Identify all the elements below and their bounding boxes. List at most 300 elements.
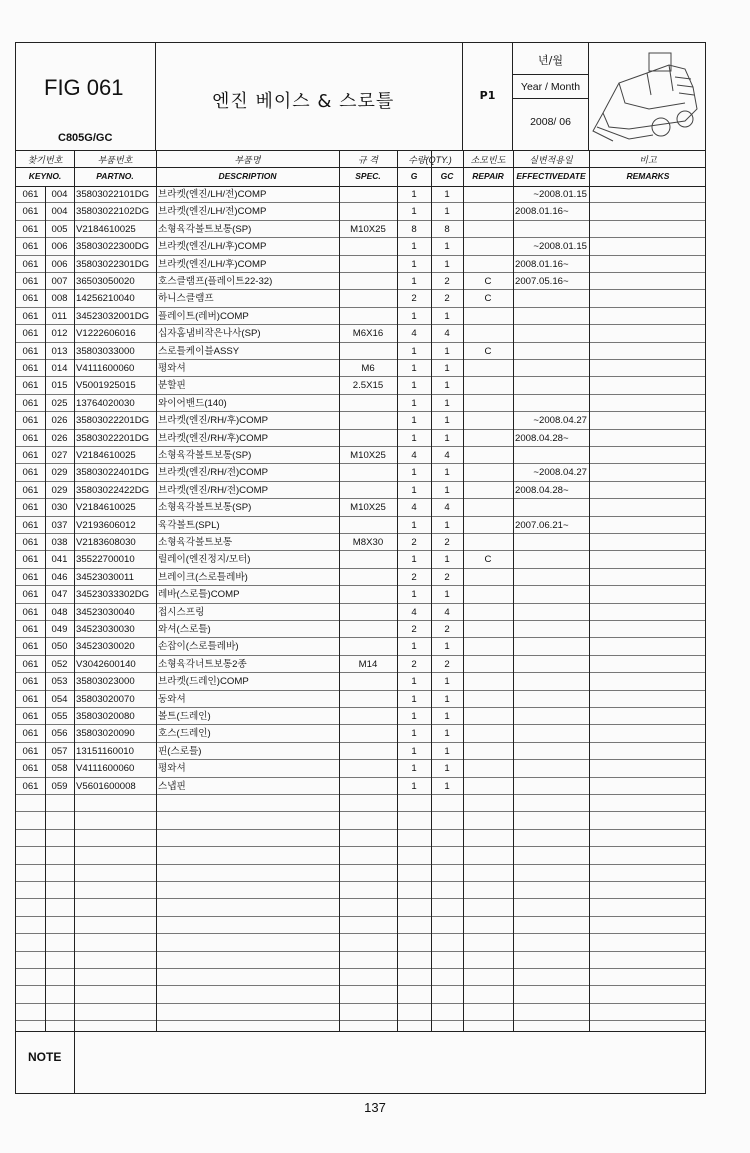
cell-part-no: 35803020080 [76, 711, 135, 722]
column-header-ko-0: 찾기번호 [27, 155, 63, 165]
cell-description: 접시스프링 [158, 606, 205, 618]
cell-key-no: 058 [51, 763, 68, 775]
cell-repair [463, 412, 513, 428]
cell-repair [463, 673, 513, 689]
cell-qty-gc: 2 [444, 624, 450, 635]
cell-qty-g: 1 [411, 310, 417, 322]
cell-part-no: V3042600140 [76, 658, 136, 670]
cell-effective-date: 2008.04.28~ [515, 484, 569, 496]
cell-effective-date [515, 725, 589, 741]
column-header [16, 150, 705, 187]
cell-qty-g: 1 [411, 432, 417, 444]
cell-part-no: 13151160010 [76, 745, 134, 757]
column-header-en-7: EFFECTIVEDATE [516, 171, 586, 181]
cell-repair [463, 534, 513, 550]
cell-key-fig: 061 [22, 780, 39, 792]
cell-key-fig: 061 [22, 206, 39, 218]
cell-part-no: V5001925015 [76, 380, 136, 392]
figure-cell [16, 43, 156, 150]
cell-key-fig: 061 [22, 328, 39, 340]
year-month-cell [513, 43, 589, 150]
cell-key-no: 052 [51, 658, 68, 670]
cell-description: 브라켓(엔진/LH/후)COMP [158, 258, 267, 270]
table-row [16, 865, 705, 882]
table-row [16, 203, 705, 220]
cell-spec [339, 708, 397, 724]
table-row [16, 604, 705, 621]
year-month-label-en: Year / Month [520, 81, 581, 93]
cell-description: 릴레이(엔진정지/모터) [158, 554, 251, 566]
cell-qty-g: 1 [411, 641, 417, 653]
column-header-ko-6: 소모빈도 [470, 155, 506, 165]
table-row [16, 499, 705, 516]
cell-effective-date [515, 551, 589, 567]
cell-description: 십자홈냄비작은나사(SP) [158, 328, 261, 340]
cell-qty-gc: 1 [444, 189, 450, 200]
note-label: NOTE [28, 1050, 62, 1064]
cell-spec: M8X30 [352, 537, 384, 548]
table-row [16, 308, 705, 325]
cell-effective-date [515, 534, 589, 550]
cell-qty-gc: 1 [444, 676, 450, 688]
parts-sheet [15, 42, 706, 1094]
cell-qty-gc: 1 [444, 711, 450, 722]
cell-key-fig: 061 [22, 258, 39, 270]
cell-repair [463, 499, 513, 515]
cell-spec [339, 725, 397, 741]
cell-qty-g: 1 [411, 345, 417, 357]
cell-key-no: 026 [51, 432, 68, 444]
cell-key-no: 008 [51, 293, 68, 305]
cell-repair [463, 308, 513, 324]
cell-key-fig: 061 [22, 276, 39, 287]
cell-repair [463, 186, 513, 202]
cell-qty-gc: 2 [444, 658, 450, 670]
cell-key-fig: 061 [22, 658, 39, 670]
cell-qty-g: 1 [411, 467, 417, 479]
cell-key-no: 014 [51, 363, 68, 374]
cell-effective-date [515, 656, 589, 672]
cell-part-no: 36503050020 [76, 276, 135, 287]
cell-spec [339, 551, 397, 567]
cell-qty-g: 1 [411, 415, 417, 427]
cell-key-fig: 061 [22, 189, 39, 200]
cell-key-no: 055 [51, 711, 68, 722]
column-header-en-5: GC [440, 171, 454, 181]
cell-spec: M10X25 [350, 223, 386, 235]
cell-qty-gc: 1 [444, 397, 450, 409]
cell-effective-date: 2007.06.21~ [515, 519, 569, 531]
column-header-en-2: DESCRIPTION [218, 171, 277, 181]
sheet-header [16, 43, 705, 151]
cell-qty-gc: 1 [444, 363, 450, 374]
cell-part-no: 35803022102DG [76, 206, 150, 218]
column-header-en-0: KEYNO. [28, 171, 62, 181]
cell-key-fig: 061 [22, 676, 39, 688]
cell-key-no: 004 [51, 206, 68, 218]
cell-key-no: 049 [51, 624, 68, 635]
cell-key-no: 026 [51, 415, 68, 427]
cell-description: 동와셔 [158, 693, 186, 705]
cell-repair [463, 517, 513, 533]
table-row [16, 743, 705, 760]
cell-spec: M6X16 [352, 328, 384, 340]
cell-description: 소형육각볼트보통 [158, 537, 233, 548]
cell-description: 브라켓(엔진/LH/후)COMP [158, 241, 267, 253]
cell-repair [463, 360, 513, 376]
cell-effective-date [515, 604, 589, 620]
cell-description: 소형육각너트보통2종 [158, 658, 247, 670]
table-row [16, 778, 705, 795]
cell-key-no: 056 [51, 728, 68, 740]
cell-qty-g: 1 [411, 554, 417, 566]
cell-key-fig: 061 [22, 345, 39, 357]
table-row [16, 621, 705, 638]
cell-spec [339, 604, 397, 620]
table-row [16, 882, 705, 899]
cell-repair [463, 586, 513, 602]
cell-qty-g: 1 [411, 676, 417, 688]
cell-qty-gc: 2 [444, 276, 450, 287]
cell-repair [463, 621, 513, 637]
cell-spec [339, 290, 397, 306]
cell-qty-gc: 1 [444, 484, 450, 496]
table-row [16, 517, 705, 534]
table-row [16, 917, 705, 934]
cell-spec: M10X25 [350, 502, 386, 514]
page-number: 137 [364, 1100, 386, 1115]
cell-qty-g: 1 [411, 189, 417, 200]
cell-spec [339, 586, 397, 602]
column-header-ko-7: 실변적용일 [529, 155, 573, 165]
cell-description: 와이어밴드(140) [158, 397, 227, 409]
machine-illustration [589, 43, 707, 150]
cell-qty-g: 1 [411, 728, 417, 740]
cell-part-no: 34523032001DG [76, 310, 150, 322]
table-row [16, 638, 705, 655]
cell-qty-gc: 1 [444, 432, 450, 444]
cell-key-no: 041 [51, 554, 68, 566]
page-title: 엔진 베이스 & 스로틀 [212, 91, 395, 112]
cell-qty-g: 8 [411, 223, 417, 235]
cell-qty-g: 1 [411, 519, 417, 531]
cell-qty-gc: 1 [444, 345, 450, 357]
cell-part-no: 35803022422DG [76, 484, 150, 496]
cell-spec [339, 308, 397, 324]
cell-qty-gc: 1 [444, 380, 450, 392]
cell-qty-g: 1 [411, 780, 417, 792]
table-row [16, 969, 705, 986]
column-header-ko-4: 수량(QTY.) [408, 155, 452, 165]
cell-repair [463, 447, 513, 463]
cell-qty-g: 1 [411, 380, 417, 392]
cell-key-no: 025 [51, 397, 68, 409]
cell-key-fig: 061 [22, 589, 39, 601]
cell-key-fig: 061 [22, 502, 39, 514]
table-row [16, 952, 705, 969]
cell-qty-g: 1 [411, 484, 417, 496]
cell-qty-g: 1 [411, 363, 417, 374]
cell-description: 소형육각볼트보통(SP) [158, 502, 252, 514]
cell-key-no: 038 [51, 537, 68, 548]
cell-key-fig: 061 [22, 711, 39, 722]
cell-spec [339, 430, 397, 446]
cell-key-fig: 061 [22, 624, 39, 635]
cell-key-no: 057 [51, 745, 68, 757]
cell-description: 분할핀 [158, 380, 186, 392]
table-row [16, 377, 705, 394]
cell-key-no: 027 [51, 450, 68, 461]
cell-effective-date [515, 638, 589, 654]
cell-effective-date [515, 395, 589, 411]
cell-key-fig: 061 [22, 241, 39, 253]
cell-part-no: 34523030011 [76, 571, 134, 583]
cell-spec: M10X25 [350, 450, 386, 461]
table-row [16, 586, 705, 603]
cell-key-fig: 061 [22, 363, 39, 374]
cell-part-no: 35803020070 [76, 693, 135, 705]
cell-part-no: V1222606016 [76, 328, 136, 340]
cell-qty-g: 4 [411, 502, 417, 514]
cell-effective-date: ~2008.01.15 [533, 241, 587, 253]
cell-qty-gc: 1 [444, 519, 450, 531]
cell-qty-gc: 1 [444, 728, 450, 740]
cell-repair: C [484, 293, 492, 305]
cell-key-fig: 061 [22, 310, 39, 322]
cell-repair [463, 325, 513, 341]
cell-qty-gc: 2 [444, 571, 450, 583]
cell-description: 브라켓(엔진/LH/전)COMP [158, 189, 267, 200]
cell-key-fig: 061 [22, 223, 39, 235]
table-row [16, 725, 705, 742]
cell-repair [463, 708, 513, 724]
cell-repair [463, 638, 513, 654]
cell-qty-g: 1 [411, 763, 417, 775]
cell-repair [463, 238, 513, 254]
cell-qty-gc: 1 [444, 415, 450, 427]
cell-part-no: 35803033000 [76, 345, 135, 357]
cell-repair: C [484, 276, 492, 287]
cell-description: 평와셔 [158, 763, 186, 775]
cell-qty-g: 2 [411, 624, 417, 635]
cell-spec [339, 760, 397, 776]
cell-effective-date [515, 743, 589, 759]
cell-repair [463, 377, 513, 393]
table-row [16, 482, 705, 499]
column-header-en-6: REPAIR [472, 171, 504, 181]
column-header-en-8: REMARKS [626, 171, 670, 181]
cell-key-no: 030 [51, 502, 68, 514]
table-row [16, 430, 705, 447]
table-row [16, 186, 705, 203]
cell-spec [339, 673, 397, 689]
cell-qty-g: 4 [411, 328, 417, 340]
table-row [16, 238, 705, 255]
cell-qty-gc: 4 [444, 502, 450, 514]
cell-qty-gc: 1 [444, 589, 450, 601]
cell-spec: M14 [358, 658, 378, 670]
table-row [16, 221, 705, 238]
table-row [16, 412, 705, 429]
cell-qty-gc: 1 [444, 745, 450, 757]
cell-repair: C [484, 554, 492, 566]
cell-key-no: 012 [51, 328, 68, 340]
cell-spec [339, 343, 397, 359]
cell-spec [339, 464, 397, 480]
cell-description: 스로틀케이블ASSY [158, 345, 240, 357]
cell-qty-gc: 4 [444, 450, 450, 461]
cell-description: 플레이트(레버)COMP [158, 310, 249, 322]
cell-description: 레바(스로틀)COMP [158, 589, 240, 601]
cell-spec [339, 743, 397, 759]
cell-part-no: 35803022201DG [76, 432, 150, 444]
cell-repair [463, 778, 513, 794]
cell-description: 브라켓(엔진/RH/전)COMP [158, 467, 268, 479]
cell-spec: 2.5X15 [352, 380, 384, 392]
cell-part-no: 14256210040 [76, 293, 135, 305]
cell-qty-gc: 2 [444, 537, 450, 548]
cell-qty-g: 1 [411, 589, 417, 601]
cell-part-no: V4111600060 [76, 763, 135, 775]
cell-part-no: V2193606012 [76, 519, 136, 531]
cell-key-no: 047 [51, 589, 68, 601]
cell-key-no: 029 [51, 484, 68, 496]
note-area [16, 1031, 705, 1094]
page-code-cell [463, 43, 513, 150]
cell-key-no: 029 [51, 467, 68, 479]
cell-spec [339, 203, 397, 219]
cell-spec [339, 238, 397, 254]
cell-key-no: 015 [51, 380, 68, 392]
cell-qty-g: 2 [411, 537, 417, 548]
cell-key-fig: 061 [22, 432, 39, 444]
table-row [16, 847, 705, 864]
cell-qty-g: 1 [411, 397, 417, 409]
cell-description: 핀(스로틀) [158, 745, 202, 757]
cell-key-no: 037 [51, 519, 68, 531]
cell-qty-g: 1 [411, 745, 417, 757]
cell-description: 손잡이(스로틀레바) [158, 641, 239, 653]
cell-description: 평와셔 [158, 363, 186, 374]
cell-key-fig: 061 [22, 397, 39, 409]
cell-key-fig: 061 [22, 763, 39, 775]
cell-key-no: 054 [51, 693, 68, 705]
cell-repair [463, 430, 513, 446]
table-row [16, 551, 705, 568]
cell-part-no: 35803022101DG [76, 189, 150, 200]
cell-key-fig: 061 [22, 693, 39, 705]
cell-key-fig: 061 [22, 728, 39, 740]
cell-qty-g: 1 [411, 276, 417, 287]
cell-key-no: 004 [51, 189, 68, 200]
cell-part-no: V2184610025 [76, 450, 136, 461]
cell-key-fig: 061 [22, 415, 39, 427]
cell-description: 브라켓(엔진/RH/후)COMP [158, 415, 268, 427]
cell-spec [339, 778, 397, 794]
cell-part-no: 35803023000 [76, 676, 135, 688]
cell-key-no: 006 [51, 258, 68, 270]
cell-spec [339, 256, 397, 272]
cell-spec [339, 517, 397, 533]
table-row [16, 464, 705, 481]
table-row [16, 569, 705, 586]
table-row [16, 360, 705, 377]
cell-spec [339, 395, 397, 411]
cell-part-no: V5601600008 [76, 780, 136, 792]
cell-repair: C [484, 345, 492, 357]
column-header-en-1: PARTNO. [96, 171, 134, 181]
cell-effective-date [515, 708, 589, 724]
cell-effective-date: ~2008.04.27 [533, 467, 587, 479]
title-cell [156, 43, 463, 150]
cell-qty-gc: 1 [444, 763, 450, 775]
cell-repair [463, 569, 513, 585]
column-header-en-4: G [410, 171, 418, 181]
cell-effective-date [515, 447, 589, 463]
table-row [16, 656, 705, 673]
cell-effective-date [515, 586, 589, 602]
cell-qty-gc: 1 [444, 467, 450, 479]
cell-qty-g: 2 [411, 293, 417, 305]
column-header-en-3: SPEC. [355, 171, 381, 181]
cell-description: 소형육각볼트보통(SP) [158, 223, 252, 235]
cell-effective-date [515, 760, 589, 776]
cell-qty-g: 2 [411, 571, 417, 583]
cell-effective-date: ~2008.04.27 [533, 415, 587, 427]
cell-key-no: 059 [51, 780, 68, 792]
cell-description: 육각볼트(SPL) [158, 519, 220, 531]
cell-part-no: 34523030030 [76, 624, 135, 635]
cell-effective-date [515, 377, 589, 393]
cell-repair [463, 395, 513, 411]
table-row [16, 760, 705, 777]
cell-effective-date: ~2008.01.15 [533, 189, 587, 200]
cell-key-fig: 061 [22, 537, 39, 548]
figure-label: FIG 061 [44, 75, 124, 100]
table-row [16, 830, 705, 847]
cell-key-no: 048 [51, 606, 68, 618]
cell-repair [463, 482, 513, 498]
cell-effective-date [515, 778, 589, 794]
cell-qty-gc: 1 [444, 780, 450, 792]
cell-repair [463, 656, 513, 672]
table-row [16, 447, 705, 464]
cell-part-no: V2183608030 [76, 537, 136, 548]
cell-description: 브라켓(엔진/LH/전)COMP [158, 206, 267, 218]
cell-key-fig: 061 [22, 554, 39, 566]
cell-repair [463, 604, 513, 620]
cell-description: 와셔(스로틀) [158, 624, 211, 635]
cell-qty-gc: 1 [444, 258, 450, 270]
cell-qty-g: 4 [411, 450, 417, 461]
cell-qty-g: 1 [411, 693, 417, 705]
table-row [16, 325, 705, 342]
table-row [16, 273, 705, 290]
cell-qty-gc: 8 [444, 223, 450, 235]
cell-effective-date [515, 221, 589, 237]
table-row [16, 395, 705, 412]
cell-repair [463, 760, 513, 776]
cell-spec [339, 273, 397, 289]
cell-description: 호스(드레인) [158, 728, 211, 740]
cell-qty-gc: 1 [444, 310, 450, 322]
cell-key-no: 011 [51, 310, 68, 322]
cell-part-no: 35803020090 [76, 728, 135, 740]
cell-qty-gc: 1 [444, 641, 450, 653]
cell-part-no: V2184610025 [76, 502, 136, 514]
cell-effective-date: 2008.01.16~ [515, 206, 569, 218]
table-row [16, 899, 705, 916]
